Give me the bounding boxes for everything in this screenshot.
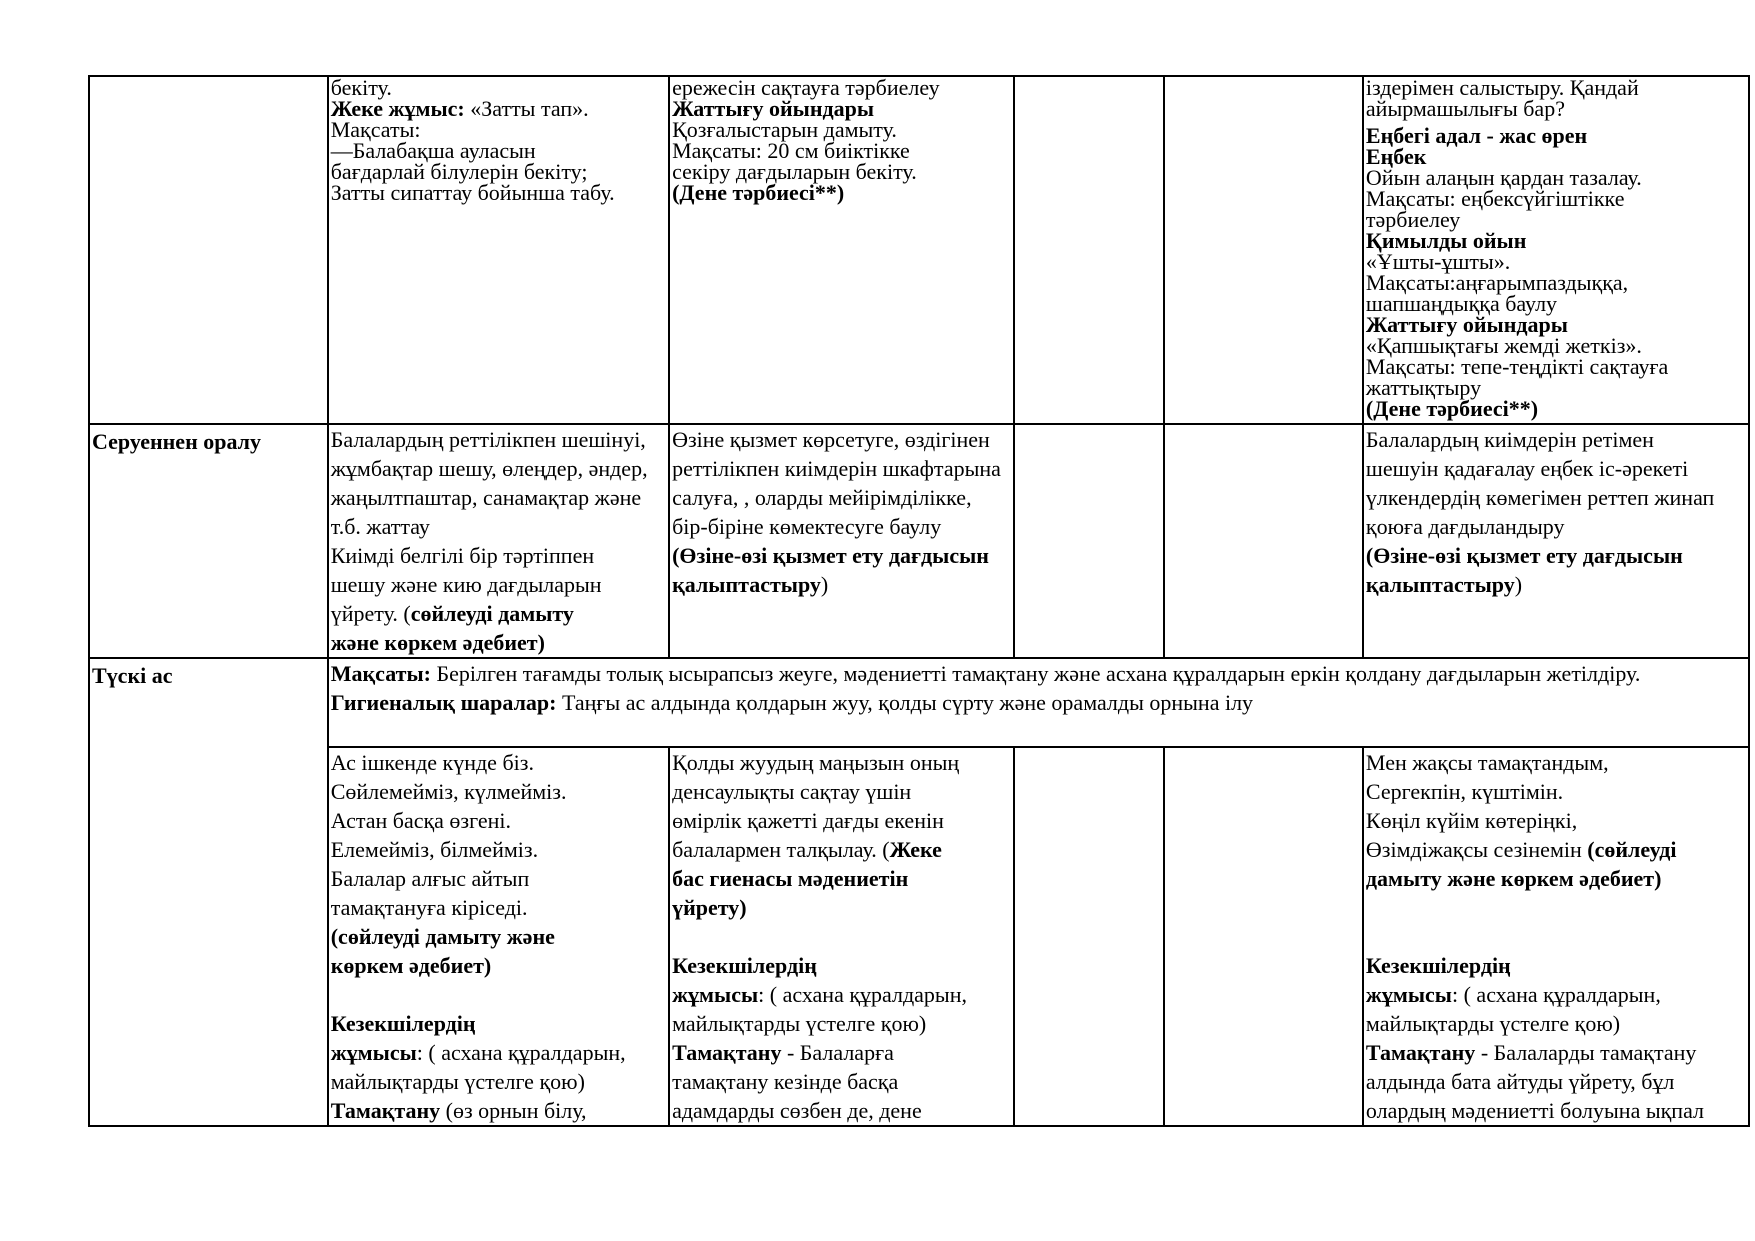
line-text: Қолды жуудың маңызын оның: [672, 750, 960, 775]
text-line: [1366, 356, 1746, 377]
text-line: [1366, 806, 1746, 835]
line-text: шешуін қадағалау еңбек іс-әрекеті: [1365, 456, 1689, 481]
line-text: тамақтануға кіріседі.: [330, 895, 528, 920]
line-text: ): [820, 572, 829, 597]
line-text: Балалар алғыс айтып: [330, 866, 530, 891]
line-text: Сөйлемейміз, күлмейміз.: [330, 779, 567, 804]
line-text: айырмашылығы бар?: [1365, 96, 1565, 121]
text-line: [1366, 272, 1746, 293]
line-text: олардың мәдениетті болуына ықпал: [1365, 1098, 1705, 1123]
text-line: [331, 541, 666, 570]
text-line: [672, 893, 1011, 922]
text-line: [331, 748, 666, 777]
line-text: Көңіл күйім көтеріңкі,: [1365, 808, 1578, 833]
line-bold-text: (Дене тәрбиесі**): [672, 180, 845, 205]
line-text: «Затты тап».: [464, 96, 589, 121]
line-bold-text: қалыптастыру: [1365, 572, 1515, 597]
text-line: [1366, 777, 1746, 806]
text-line: [331, 161, 666, 182]
lunch-goal-cell: [328, 658, 1749, 747]
text-line: [331, 570, 666, 599]
line-text: адамдарды сөзбен де, дене: [672, 1098, 922, 1123]
text-line: [331, 951, 666, 980]
text-line: [331, 628, 666, 657]
line-text: үлкендердің көмегімен реттеп жинап: [1365, 485, 1715, 510]
line-text: (өз орнын білу,: [440, 1098, 587, 1123]
line-bold-text: жұмысы: [672, 982, 759, 1007]
lunch-goal-text: Берілген тағамды толық ысырапсыз жеуге, мәдениетті тамақтану және асхана құралдарын еркін қолдану дағдыларын жетілдіру.: [430, 661, 1641, 686]
text-line: [331, 835, 666, 864]
lunch-hygiene-label: Гигиеналық шаралар:: [330, 690, 557, 715]
daily-plan-table: [88, 75, 1750, 1127]
lunch-col-tue: [669, 747, 1014, 1126]
walk-col-mon: [328, 76, 669, 424]
line-bold-text: Жаттығу ойындары: [672, 96, 875, 121]
text-line: [331, 77, 666, 98]
row-label-lunch: Түскі ас: [89, 658, 328, 1126]
text-line: [1366, 398, 1746, 419]
line-text: тамақтану кезінде басқа: [672, 1069, 899, 1094]
text-line: [1366, 188, 1746, 209]
line-text: шапшаңдыққа баулу: [1365, 291, 1558, 316]
table-row-walk-continued: [89, 76, 1749, 424]
text-line: [1366, 293, 1746, 314]
line-bold-text: үйрету): [672, 895, 747, 920]
line-bold-text: (Дене тәрбиесі**): [1365, 396, 1539, 421]
line-text: бағдарлай білулерін бекіту;: [330, 159, 588, 184]
line-text: ережесін сақтауға тәрбиелеу: [672, 76, 940, 100]
line-bold-text: Кезекшілердің: [672, 953, 817, 978]
text-line: [1366, 230, 1746, 251]
line-text: майлықтарды үстелге қою): [330, 1069, 585, 1094]
text-line: [672, 512, 1011, 541]
line-text: үйрету. (: [330, 601, 411, 626]
line-text: майлықтарды үстелге қою): [1365, 1011, 1621, 1036]
text-line: [1366, 98, 1746, 119]
line-text: ): [1514, 572, 1523, 597]
text-line: [672, 98, 1011, 119]
text-line: [672, 119, 1011, 140]
line-text: қоюға дағдыландыру: [1365, 514, 1565, 539]
line-text: Ас ішкенде күнде біз.: [330, 750, 534, 775]
line-text: Балалардың киімдерін ретімен: [1365, 427, 1654, 452]
line-text: : ( асхана құралдарын,: [1451, 982, 1661, 1007]
text-line: [672, 835, 1011, 864]
line-text: Астан басқа өзгені.: [330, 808, 512, 833]
line-text: «Ұшты-ұшты».: [1365, 249, 1511, 274]
row-label-empty: [89, 76, 328, 424]
table-row-return-from-walk: [89, 424, 1749, 658]
line-text: шешу және кию дағдыларын: [330, 572, 602, 597]
lunch-col-thu: [1164, 747, 1363, 1126]
line-text: Затты сипаттау бойынша табу.: [330, 180, 615, 205]
line-bold-text: Жеке жұмыс:: [330, 96, 465, 121]
text-line: [672, 425, 1011, 454]
text-line: [331, 1096, 666, 1125]
blank-line: [1366, 893, 1746, 922]
line-text: Балалардың реттілікпен шешінуі,: [330, 427, 646, 452]
text-line: [1366, 541, 1746, 570]
text-line: [672, 1096, 1011, 1125]
line-text: жаңылтпаштар, санамақтар және: [330, 485, 642, 510]
line-bold-text: Кезекшілердің: [330, 1011, 476, 1036]
line-bold-text: Жаттығу ойындары: [1365, 312, 1568, 337]
line-text: Өзіне қызмет көрсетуге, өздігінен: [672, 427, 990, 452]
text-line: [672, 777, 1011, 806]
lunch-col-fri: [1363, 747, 1749, 1126]
line-bold-text: Кезекшілердің: [1365, 953, 1511, 978]
text-line: [331, 1009, 666, 1038]
text-line: [672, 1067, 1011, 1096]
text-line: [1366, 483, 1746, 512]
text-line: [331, 483, 666, 512]
lunch-col-mon: [328, 747, 669, 1126]
line-text: жаттықтыру: [1365, 375, 1482, 400]
return-col-wed: [1014, 424, 1163, 658]
line-text: тәрбиелеу: [1365, 207, 1461, 232]
text-line: [672, 161, 1011, 182]
line-text: алдында бата айтуды үйрету, бұл: [1365, 1069, 1675, 1094]
walk-col-wed: [1014, 76, 1163, 424]
line-text: өмірлік қажетті дағды екенін: [672, 808, 944, 833]
line-text: Киімді белгілі бір тәртіппен: [330, 543, 595, 568]
line-bold-text: (Өзіне-өзі қызмет ету дағдысын: [672, 543, 989, 568]
line-bold-text: сөйлеуді дамыту: [410, 601, 574, 626]
line-text: Мақсаты:: [330, 117, 421, 142]
line-text: іздерімен салыстыру. Қандай: [1365, 76, 1639, 100]
text-line: [1366, 570, 1746, 599]
line-text: Мақсаты: 20 см биіктікке: [672, 138, 910, 163]
line-bold-text: (сөйлеуді: [1587, 837, 1677, 862]
line-text: салуға, , оларды мейірімділікке,: [672, 485, 972, 510]
text-line: [1366, 146, 1746, 167]
text-line: [672, 1009, 1011, 1038]
line-text: Елемейміз, білмейміз.: [330, 837, 539, 862]
line-bold-text: дамыту және көркем әдебиет): [1365, 866, 1662, 891]
line-text: Сергекпін, күштімін.: [1365, 779, 1564, 804]
text-line: [1366, 125, 1746, 146]
line-text: Мақсаты: еңбексүйгіштікке: [1365, 186, 1625, 211]
text-line: [672, 454, 1011, 483]
text-line: [672, 1038, 1011, 1067]
text-line: [331, 806, 666, 835]
lunch-goal: [331, 659, 1746, 688]
text-line: [672, 748, 1011, 777]
text-line: [1366, 454, 1746, 483]
text-line: [672, 140, 1011, 161]
line-text: Өзімдіжақсы сезінемін: [1365, 837, 1588, 862]
line-text: секіру дағдыларын бекіту.: [672, 159, 917, 184]
text-line: [331, 140, 666, 161]
line-bold-text: Тамақтану: [672, 1040, 782, 1065]
text-line: [331, 893, 666, 922]
line-text: бекіту.: [330, 76, 392, 100]
line-text: : ( асхана құралдарын,: [758, 982, 967, 1007]
text-line: [672, 806, 1011, 835]
lunch-col-wed: [1014, 747, 1163, 1126]
walk-col-tue: [669, 76, 1014, 424]
text-line: [672, 541, 1011, 570]
line-text: т.б. жаттау: [330, 514, 430, 539]
line-text: «Қапшықтағы жемді жеткіз».: [1365, 333, 1642, 358]
line-text: денсаулықты сақтау үшін: [672, 779, 912, 804]
line-text: Мақсаты:аңғарымпаздыққа,: [1365, 270, 1629, 295]
return-col-fri: [1363, 424, 1749, 658]
text-line: [1366, 1009, 1746, 1038]
text-line: [1366, 425, 1746, 454]
text-line: [331, 98, 666, 119]
text-line: [1366, 77, 1746, 98]
text-line: [1366, 1038, 1746, 1067]
text-line: [1366, 167, 1746, 188]
text-line: [1366, 864, 1746, 893]
blank-line: [1366, 922, 1746, 951]
line-text: бір-біріне көмектесуге баулу: [672, 514, 942, 539]
line-text: : ( асхана құралдарын,: [416, 1040, 626, 1065]
line-text: - Балаларға: [781, 1040, 894, 1065]
line-text: —Балабақша ауласын: [330, 138, 536, 163]
line-bold-text: және көркем әдебиет): [330, 630, 545, 655]
text-line: [1366, 251, 1746, 272]
line-bold-text: Қимылды ойын: [1365, 228, 1527, 253]
line-text: майлықтарды үстелге қою): [672, 1011, 927, 1036]
line-text: - Балаларды тамақтану: [1475, 1040, 1697, 1065]
line-text: жұмбақтар шешу, өлеңдер, әндер,: [330, 456, 648, 481]
text-line: [672, 951, 1011, 980]
return-col-tue: [669, 424, 1014, 658]
line-text: реттілікпен киімдерін шкафтарына: [672, 456, 1001, 481]
text-line: [1366, 951, 1746, 980]
walk-col-thu: [1164, 76, 1363, 424]
line-bold-text: Жеке: [889, 837, 942, 862]
line-bold-text: (сөйлеуді дамыту және: [330, 924, 555, 949]
text-line: [1366, 377, 1746, 398]
text-line: [1366, 1096, 1746, 1125]
line-bold-text: Тамақтану: [1365, 1040, 1476, 1065]
text-line: [331, 1038, 666, 1067]
text-line: [331, 425, 666, 454]
table-row-lunch-header: [89, 658, 1749, 747]
text-line: [1366, 748, 1746, 777]
text-line: [672, 483, 1011, 512]
text-line: [1366, 1067, 1746, 1096]
line-text: Ойын алаңын қардан тазалау.: [1365, 165, 1642, 190]
lunch-hygiene-text: Таңғы ас алдында қолдарын жуу, қолды сүрту және орамалды орнына ілу: [556, 690, 1254, 715]
row-label-return-from-walk: Серуеннен оралу: [89, 424, 328, 658]
line-bold-text: бас гиенасы мәдениетін: [672, 866, 909, 891]
text-line: [331, 922, 666, 951]
walk-col-fri: [1363, 76, 1749, 424]
return-col-mon: [328, 424, 669, 658]
text-line: [331, 864, 666, 893]
lunch-hygiene: [331, 688, 1746, 717]
text-line: [672, 980, 1011, 1009]
line-bold-text: көркем әдебиет): [330, 953, 492, 978]
text-line: [331, 182, 666, 203]
line-bold-text: Еңбегі адал - жас өрен: [1365, 123, 1588, 148]
text-line: [672, 182, 1011, 203]
blank-line: [672, 922, 1011, 951]
text-line: [1366, 512, 1746, 541]
text-line: [331, 119, 666, 140]
text-line: [672, 864, 1011, 893]
line-text: Мен жақсы тамақтандым,: [1365, 750, 1609, 775]
return-col-thu: [1164, 424, 1363, 658]
table-row-lunch-details: [89, 747, 1749, 1126]
blank-line: [331, 980, 666, 1009]
line-bold-text: жұмысы: [1365, 982, 1452, 1007]
line-text: Қозғалыстарын дамыту.: [672, 117, 897, 142]
text-line: [672, 77, 1011, 98]
text-line: [331, 1067, 666, 1096]
text-line: [1366, 335, 1746, 356]
lunch-goal-label: Мақсаты:: [330, 661, 431, 686]
text-line: [331, 454, 666, 483]
text-line: [331, 599, 666, 628]
line-bold-text: Тамақтану: [330, 1098, 441, 1123]
line-bold-text: (Өзіне-өзі қызмет ету дағдысын: [1365, 543, 1683, 568]
text-line: [672, 570, 1011, 599]
line-text: балалармен талқылау. (: [672, 837, 890, 862]
text-line: [331, 777, 666, 806]
text-line: [331, 512, 666, 541]
line-text: Мақсаты: тепе-теңдікті сақтауға: [1365, 354, 1669, 379]
line-bold-text: Еңбек: [1365, 144, 1427, 169]
text-line: [1366, 980, 1746, 1009]
text-line: [1366, 314, 1746, 335]
text-line: [1366, 835, 1746, 864]
line-bold-text: жұмысы: [330, 1040, 417, 1065]
text-line: [1366, 209, 1746, 230]
line-bold-text: қалыптастыру: [672, 572, 821, 597]
